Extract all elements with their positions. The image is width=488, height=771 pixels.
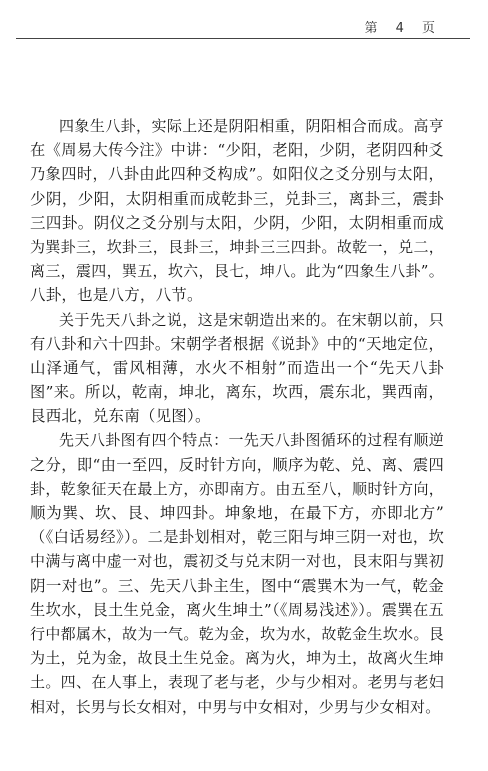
text-line: 山泽通气，雷风相薄，水火不相射”而造出一个“先天八卦	[30, 358, 444, 377]
text-line: 土。四、在人事上，表现了老与老，少与少相对。老男与老妇	[30, 673, 444, 692]
text-line: 为土，兑为金，故艮土生兑金。离为火，坤为土，故离火生坤	[30, 649, 444, 668]
text-line: 在《周易大传今注》中讲：“少阳，老阳，少阴，老阴四种爻	[30, 141, 444, 160]
text-line: 之分，即“由一至四，反时针方向，顺序为乾、兑、离、震四	[30, 455, 444, 474]
text-line: 三四卦。阴仪之爻分别与太阳，少阴，少阳，太阴相重而成	[30, 213, 444, 232]
text-line: 中满与离中虚一对也，震初爻与兑末阴一对也，艮末阳与巽初	[30, 552, 444, 571]
text-line: 生坎水，艮土生兑金，离火生坤土”（《周易浅述》）。震巽在五	[30, 600, 444, 619]
text-line: 离三，震四，巽五，坎六，艮七，坤八。此为“四象生八卦”。	[30, 262, 444, 281]
text-line: 四象生八卦，实际上还是阴阳相重，阴阳相合而成。高亨	[59, 117, 444, 135]
text-line: 行中都属木，故为一气。乾为金，坎为水，故乾金生坎水。艮	[30, 624, 444, 643]
text-line: 阴一对也”。三、先天八卦主生，图中“震巽木为一气，乾金	[30, 576, 444, 595]
text-line: 少阴，少阳，太阴相重而成乾卦三，兑卦三，离卦三，震卦	[30, 189, 444, 208]
text-line: 有八卦和六十四卦。宋朝学者根据《说卦》中的“天地定位，	[30, 334, 444, 353]
text-line: 关于先天八卦之说，这是宋朝造出来的。在宋朝以前，只	[59, 310, 444, 329]
text-line: 乃象四时，八卦由此四种爻构成”。如阳仪之爻分别与太阳，	[30, 165, 444, 184]
text-line: 艮西北，兑东南（见图）。	[30, 407, 211, 426]
text-line: 八卦，也是八方，八节。	[30, 286, 203, 305]
text-line: 卦，乾象征天在最上方，亦即南方。由五至八，顺时针方向，	[30, 479, 444, 498]
text-line: 顺为巽、坎、艮、坤四卦。坤象地，在最下方，亦即北方”	[30, 504, 444, 522]
text-line: 为巽卦三，坎卦三，艮卦三，坤卦三三四卦。故乾一，兑二，	[30, 237, 444, 256]
text-line: 图”来。所以，乾南，坤北，离东，坎西，震东北，巽西南，	[30, 383, 444, 402]
text-line: 先天八卦图有四个特点：一先天八卦图循环的过程有顺逆	[59, 431, 444, 450]
page-header	[16, 0, 470, 39]
body-text	[30, 114, 444, 719]
page-number: 第 4 页	[364, 21, 442, 36]
text-line: 相对，长男与长女相对，中男与中女相对，少男与少女相对。	[30, 697, 441, 716]
text-line: （《白话易经》）。二是卦划相对，乾三阳与坤三阴一对也，坎	[30, 528, 444, 547]
